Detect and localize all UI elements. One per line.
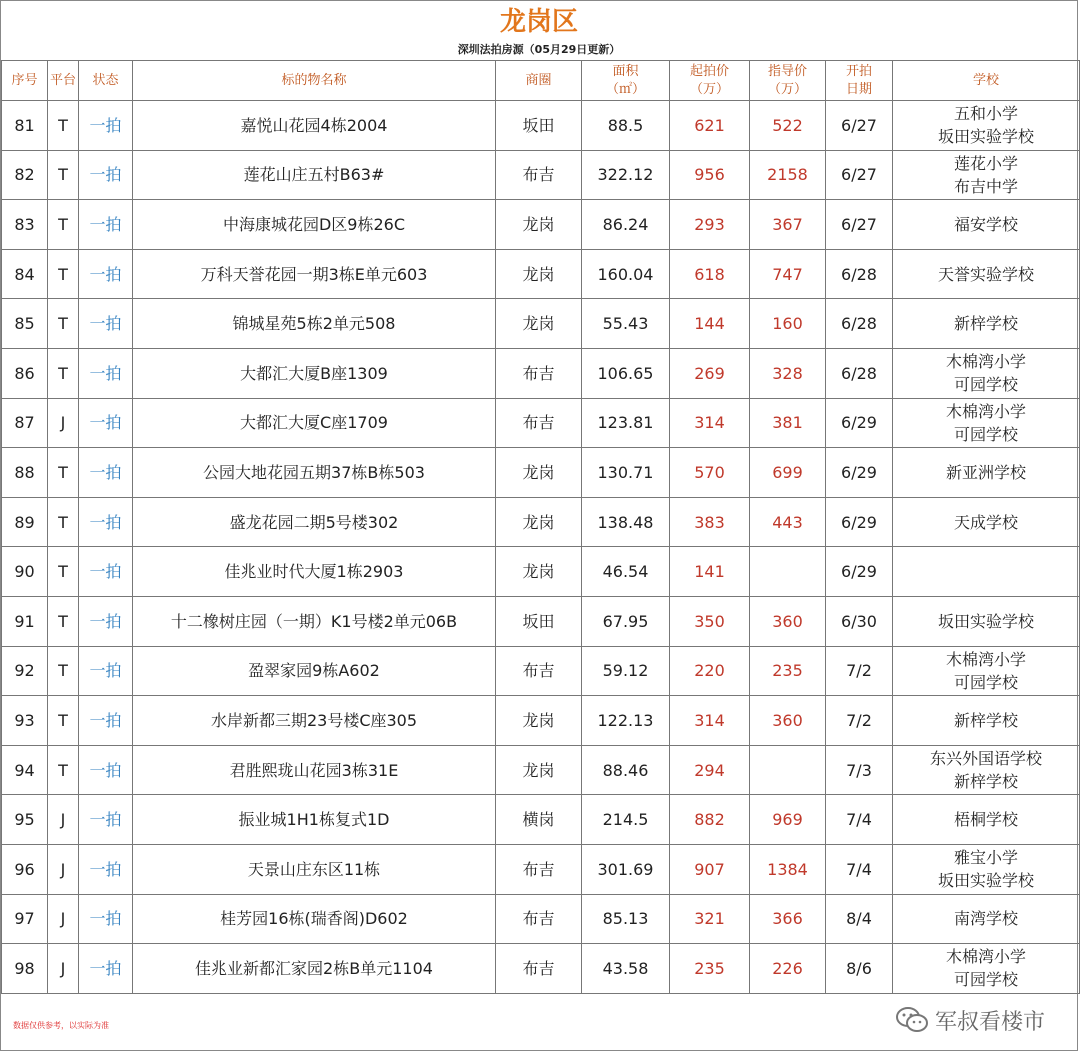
cell-guide-price: 360 bbox=[750, 596, 826, 646]
cell-start-price: 570 bbox=[670, 448, 750, 498]
cell-start-price: 321 bbox=[670, 894, 750, 944]
cell-name: 锦城星苑5栋2单元508 bbox=[133, 299, 496, 349]
cell-guide-price: 360 bbox=[750, 696, 826, 746]
cell-start-price: 618 bbox=[670, 249, 750, 299]
cell-date: 6/29 bbox=[826, 497, 893, 547]
cell-date: 6/29 bbox=[826, 448, 893, 498]
cell-status: 一拍 bbox=[79, 299, 133, 349]
cell-name: 十二橡树庄园（一期）K1号楼2单元06B bbox=[133, 596, 496, 646]
cell-area: 138.48 bbox=[582, 497, 670, 547]
cell-date: 8/4 bbox=[826, 894, 893, 944]
cell-platform: T bbox=[48, 696, 79, 746]
auction-table bbox=[1, 60, 1080, 994]
cell-platform: T bbox=[48, 299, 79, 349]
cell-school bbox=[893, 547, 1080, 597]
cell-area: 86.24 bbox=[582, 200, 670, 250]
cell-platform: J bbox=[48, 795, 79, 845]
cell-area: 123.81 bbox=[582, 398, 670, 448]
brand-watermark bbox=[895, 1000, 1045, 1040]
table-row bbox=[2, 101, 1080, 151]
cell-seq: 83 bbox=[2, 200, 48, 250]
footer bbox=[1, 996, 1079, 1052]
col-header-start-price bbox=[670, 61, 750, 101]
school-line-1: 木棉湾小学 bbox=[945, 401, 1026, 421]
cell-platform: T bbox=[48, 497, 79, 547]
cell-guide-price: 443 bbox=[750, 497, 826, 547]
cell-seq: 95 bbox=[2, 795, 48, 845]
cell-status: 一拍 bbox=[79, 596, 133, 646]
school-line-2: 可园学校 bbox=[953, 424, 1018, 444]
cell-seq: 93 bbox=[2, 696, 48, 746]
table-row bbox=[2, 844, 1080, 894]
cell-seq: 90 bbox=[2, 547, 48, 597]
cell-guide-price bbox=[750, 745, 826, 795]
cell-school bbox=[893, 646, 1080, 696]
cell-name: 万科天誉花园一期3栋E单元603 bbox=[133, 249, 496, 299]
table-row bbox=[2, 944, 1080, 994]
cell-start-price: 314 bbox=[670, 696, 750, 746]
cell-name: 公园大地花园五期37栋B栋503 bbox=[133, 448, 496, 498]
col-header-district: 商圈 bbox=[496, 61, 582, 101]
school-line-2: 坂田实验学校 bbox=[937, 127, 1034, 147]
disclaimer-note: 数据仅供参考，以实际为准 bbox=[13, 1021, 109, 1030]
wechat-icon bbox=[895, 1006, 929, 1034]
cell-platform: T bbox=[48, 547, 79, 597]
cell-area: 85.13 bbox=[582, 894, 670, 944]
table-row bbox=[2, 398, 1080, 448]
cell-seq: 84 bbox=[2, 249, 48, 299]
school-line-2: 可园学校 bbox=[953, 375, 1018, 395]
col-header-area-line1: 面积 bbox=[612, 63, 639, 79]
cell-district: 龙岗 bbox=[496, 696, 582, 746]
school-line-2: 可园学校 bbox=[953, 672, 1018, 692]
cell-seq: 87 bbox=[2, 398, 48, 448]
col-header-area-line2: （㎡） bbox=[605, 81, 645, 97]
table-row bbox=[2, 497, 1080, 547]
cell-name: 盈翠家园9栋A602 bbox=[133, 646, 496, 696]
cell-date: 6/27 bbox=[826, 101, 893, 151]
cell-district: 龙岗 bbox=[496, 745, 582, 795]
cell-area: 160.04 bbox=[582, 249, 670, 299]
cell-district: 龙岗 bbox=[496, 547, 582, 597]
cell-school bbox=[893, 101, 1080, 151]
cell-area: 46.54 bbox=[582, 547, 670, 597]
cell-date: 6/27 bbox=[826, 200, 893, 250]
cell-district: 坂田 bbox=[496, 596, 582, 646]
cell-school bbox=[893, 894, 1080, 944]
cell-guide-price: 699 bbox=[750, 448, 826, 498]
cell-seq: 98 bbox=[2, 944, 48, 994]
cell-guide-price bbox=[750, 547, 826, 597]
cell-start-price: 383 bbox=[670, 497, 750, 547]
cell-platform: T bbox=[48, 249, 79, 299]
cell-platform: T bbox=[48, 200, 79, 250]
cell-guide-price: 235 bbox=[750, 646, 826, 696]
cell-platform: J bbox=[48, 944, 79, 994]
cell-school bbox=[893, 696, 1080, 746]
cell-start-price: 235 bbox=[670, 944, 750, 994]
cell-name: 君胜熙珑山花园3栋31E bbox=[133, 745, 496, 795]
cell-area: 122.13 bbox=[582, 696, 670, 746]
cell-district: 布吉 bbox=[496, 844, 582, 894]
col-header-guide-line1: 指导价 bbox=[767, 63, 807, 79]
cell-school bbox=[893, 844, 1080, 894]
cell-status: 一拍 bbox=[79, 348, 133, 398]
cell-district: 布吉 bbox=[496, 944, 582, 994]
cell-platform: T bbox=[48, 150, 79, 200]
cell-seq: 96 bbox=[2, 844, 48, 894]
cell-area: 88.46 bbox=[582, 745, 670, 795]
cell-school bbox=[893, 200, 1080, 250]
cell-district: 横岗 bbox=[496, 795, 582, 845]
cell-start-price: 907 bbox=[670, 844, 750, 894]
cell-status: 一拍 bbox=[79, 200, 133, 250]
cell-status: 一拍 bbox=[79, 497, 133, 547]
cell-name: 盛龙花园二期5号楼302 bbox=[133, 497, 496, 547]
cell-status: 一拍 bbox=[79, 745, 133, 795]
cell-start-price: 293 bbox=[670, 200, 750, 250]
cell-school bbox=[893, 348, 1080, 398]
school-line-1: 木棉湾小学 bbox=[945, 649, 1026, 669]
school-line-1: 莲花小学 bbox=[953, 153, 1018, 173]
cell-date: 6/28 bbox=[826, 348, 893, 398]
cell-guide-price: 366 bbox=[750, 894, 826, 944]
cell-platform: J bbox=[48, 894, 79, 944]
table-row bbox=[2, 894, 1080, 944]
cell-district: 龙岗 bbox=[496, 448, 582, 498]
cell-start-price: 882 bbox=[670, 795, 750, 845]
cell-platform: T bbox=[48, 101, 79, 151]
cell-status: 一拍 bbox=[79, 448, 133, 498]
cell-status: 一拍 bbox=[79, 696, 133, 746]
cell-seq: 88 bbox=[2, 448, 48, 498]
cell-seq: 85 bbox=[2, 299, 48, 349]
cell-status: 一拍 bbox=[79, 398, 133, 448]
cell-seq: 82 bbox=[2, 150, 48, 200]
school-line-2: 坂田实验学校 bbox=[937, 871, 1034, 891]
cell-guide-price: 381 bbox=[750, 398, 826, 448]
cell-guide-price: 1384 bbox=[750, 844, 826, 894]
cell-school bbox=[893, 745, 1080, 795]
col-header-date-line1: 开拍 bbox=[845, 63, 872, 79]
cell-area: 43.58 bbox=[582, 944, 670, 994]
brand-name: 军叔看楼市 bbox=[934, 1009, 1045, 1035]
cell-date: 7/2 bbox=[826, 646, 893, 696]
school-line-2: 可园学校 bbox=[953, 970, 1018, 990]
table-header-row bbox=[2, 61, 1080, 101]
cell-area: 67.95 bbox=[582, 596, 670, 646]
cell-guide-price: 2158 bbox=[750, 150, 826, 200]
school-line-1: 新梓学校 bbox=[953, 710, 1018, 730]
cell-name: 大都汇大厦B座1309 bbox=[133, 348, 496, 398]
page-subtitle: 深圳法拍房源（05月29日更新） bbox=[457, 43, 621, 56]
cell-area: 55.43 bbox=[582, 299, 670, 349]
cell-name: 水岸新都三期23号楼C座305 bbox=[133, 696, 496, 746]
school-line-2: 布吉中学 bbox=[953, 176, 1018, 196]
cell-status: 一拍 bbox=[79, 944, 133, 994]
school-line-1: 木棉湾小学 bbox=[945, 947, 1026, 967]
cell-date: 6/29 bbox=[826, 398, 893, 448]
cell-district: 坂田 bbox=[496, 101, 582, 151]
cell-area: 59.12 bbox=[582, 646, 670, 696]
cell-seq: 94 bbox=[2, 745, 48, 795]
cell-start-price: 141 bbox=[670, 547, 750, 597]
cell-date: 6/29 bbox=[826, 547, 893, 597]
cell-area: 88.5 bbox=[582, 101, 670, 151]
cell-date: 6/28 bbox=[826, 249, 893, 299]
cell-date: 8/6 bbox=[826, 944, 893, 994]
cell-school bbox=[893, 398, 1080, 448]
cell-name: 桂芳园16栋(瑞香阁)D602 bbox=[133, 894, 496, 944]
table-row bbox=[2, 448, 1080, 498]
cell-date: 7/2 bbox=[826, 696, 893, 746]
cell-district: 布吉 bbox=[496, 894, 582, 944]
table-row bbox=[2, 249, 1080, 299]
school-line-1: 坂田实验学校 bbox=[937, 611, 1034, 631]
table-row bbox=[2, 150, 1080, 200]
cell-name: 佳兆业新都汇家园2栋B单元1104 bbox=[133, 944, 496, 994]
cell-guide-price: 328 bbox=[750, 348, 826, 398]
cell-school bbox=[893, 596, 1080, 646]
school-line-1: 东兴外国语学校 bbox=[929, 749, 1042, 769]
cell-date: 6/27 bbox=[826, 150, 893, 200]
cell-start-price: 144 bbox=[670, 299, 750, 349]
cell-status: 一拍 bbox=[79, 795, 133, 845]
cell-date: 6/28 bbox=[826, 299, 893, 349]
col-header-seq: 序号 bbox=[2, 61, 48, 101]
cell-name: 嘉悦山花园4栋2004 bbox=[133, 101, 496, 151]
cell-district: 布吉 bbox=[496, 646, 582, 696]
cell-district: 布吉 bbox=[496, 150, 582, 200]
cell-name: 佳兆业时代大厦1栋2903 bbox=[133, 547, 496, 597]
table-row bbox=[2, 795, 1080, 845]
cell-seq: 97 bbox=[2, 894, 48, 944]
school-line-1: 福安学校 bbox=[953, 214, 1018, 234]
cell-school bbox=[893, 249, 1080, 299]
cell-start-price: 294 bbox=[670, 745, 750, 795]
cell-status: 一拍 bbox=[79, 249, 133, 299]
cell-platform: T bbox=[48, 448, 79, 498]
col-header-platform: 平台 bbox=[48, 61, 79, 101]
cell-school bbox=[893, 795, 1080, 845]
col-header-school: 学校 bbox=[893, 61, 1080, 101]
cell-school bbox=[893, 150, 1080, 200]
cell-guide-price: 747 bbox=[750, 249, 826, 299]
cell-guide-price: 522 bbox=[750, 101, 826, 151]
table-row bbox=[2, 646, 1080, 696]
cell-name: 振业城1H1栋复式1D bbox=[133, 795, 496, 845]
cell-seq: 86 bbox=[2, 348, 48, 398]
school-line-1: 木棉湾小学 bbox=[945, 352, 1026, 372]
col-header-status: 状态 bbox=[79, 61, 133, 101]
table-row bbox=[2, 696, 1080, 746]
cell-name: 中海康城花园D区9栋26C bbox=[133, 200, 496, 250]
table-row bbox=[2, 745, 1080, 795]
cell-status: 一拍 bbox=[79, 646, 133, 696]
cell-guide-price: 969 bbox=[750, 795, 826, 845]
cell-area: 301.69 bbox=[582, 844, 670, 894]
cell-date: 7/4 bbox=[826, 844, 893, 894]
school-line-1: 天成学校 bbox=[953, 512, 1018, 532]
cell-date: 6/30 bbox=[826, 596, 893, 646]
cell-platform: T bbox=[48, 646, 79, 696]
table-row bbox=[2, 547, 1080, 597]
cell-start-price: 269 bbox=[670, 348, 750, 398]
table-row bbox=[2, 596, 1080, 646]
cell-district: 龙岗 bbox=[496, 497, 582, 547]
col-header-date-line2: 日期 bbox=[845, 81, 872, 97]
school-line-1: 雅宝小学 bbox=[953, 848, 1018, 868]
cell-seq: 89 bbox=[2, 497, 48, 547]
cell-district: 龙岗 bbox=[496, 200, 582, 250]
cell-platform: T bbox=[48, 596, 79, 646]
cell-platform: T bbox=[48, 745, 79, 795]
cell-area: 322.12 bbox=[582, 150, 670, 200]
cell-status: 一拍 bbox=[79, 894, 133, 944]
cell-start-price: 314 bbox=[670, 398, 750, 448]
school-line-1: 梧桐学校 bbox=[953, 810, 1018, 830]
school-line-1: 南湾学校 bbox=[953, 909, 1018, 929]
school-line-1: 天誉实验学校 bbox=[937, 264, 1034, 284]
cell-status: 一拍 bbox=[79, 150, 133, 200]
table-row bbox=[2, 348, 1080, 398]
cell-guide-price: 226 bbox=[750, 944, 826, 994]
col-header-area bbox=[582, 61, 670, 101]
cell-school bbox=[893, 497, 1080, 547]
cell-name: 莲花山庄五村B63# bbox=[133, 150, 496, 200]
col-header-name: 标的物名称 bbox=[133, 61, 496, 101]
cell-area: 130.71 bbox=[582, 448, 670, 498]
cell-status: 一拍 bbox=[79, 844, 133, 894]
cell-date: 7/3 bbox=[826, 745, 893, 795]
school-line-2: 新梓学校 bbox=[953, 772, 1018, 792]
cell-seq: 92 bbox=[2, 646, 48, 696]
cell-start-price: 350 bbox=[670, 596, 750, 646]
cell-status: 一拍 bbox=[79, 547, 133, 597]
cell-area: 106.65 bbox=[582, 348, 670, 398]
table-row bbox=[2, 200, 1080, 250]
cell-status: 一拍 bbox=[79, 101, 133, 151]
cell-date: 7/4 bbox=[826, 795, 893, 845]
cell-name: 天景山庄东区11栋 bbox=[133, 844, 496, 894]
cell-platform: T bbox=[48, 348, 79, 398]
cell-school bbox=[893, 944, 1080, 994]
cell-start-price: 956 bbox=[670, 150, 750, 200]
cell-platform: J bbox=[48, 844, 79, 894]
col-header-date bbox=[826, 61, 893, 101]
cell-school bbox=[893, 299, 1080, 349]
cell-seq: 81 bbox=[2, 101, 48, 151]
school-line-1: 五和小学 bbox=[953, 104, 1018, 124]
cell-platform: J bbox=[48, 398, 79, 448]
col-header-guide-line2: （万） bbox=[767, 81, 807, 97]
cell-guide-price: 160 bbox=[750, 299, 826, 349]
col-header-start-line2: （万） bbox=[689, 81, 729, 97]
cell-district: 布吉 bbox=[496, 348, 582, 398]
cell-district: 龙岗 bbox=[496, 249, 582, 299]
school-line-1: 新亚洲学校 bbox=[945, 462, 1026, 482]
cell-district: 龙岗 bbox=[496, 299, 582, 349]
cell-seq: 91 bbox=[2, 596, 48, 646]
school-line-1: 新梓学校 bbox=[953, 314, 1018, 334]
page-title: 龙岗区 bbox=[499, 7, 578, 37]
col-header-guide-price bbox=[750, 61, 826, 101]
cell-area: 214.5 bbox=[582, 795, 670, 845]
cell-school bbox=[893, 448, 1080, 498]
col-header-start-line1: 起拍价 bbox=[689, 63, 729, 79]
cell-district: 布吉 bbox=[496, 398, 582, 448]
cell-start-price: 621 bbox=[670, 101, 750, 151]
cell-start-price: 220 bbox=[670, 646, 750, 696]
cell-name: 大都汇大厦C座1709 bbox=[133, 398, 496, 448]
table-row bbox=[2, 299, 1080, 349]
cell-guide-price: 367 bbox=[750, 200, 826, 250]
